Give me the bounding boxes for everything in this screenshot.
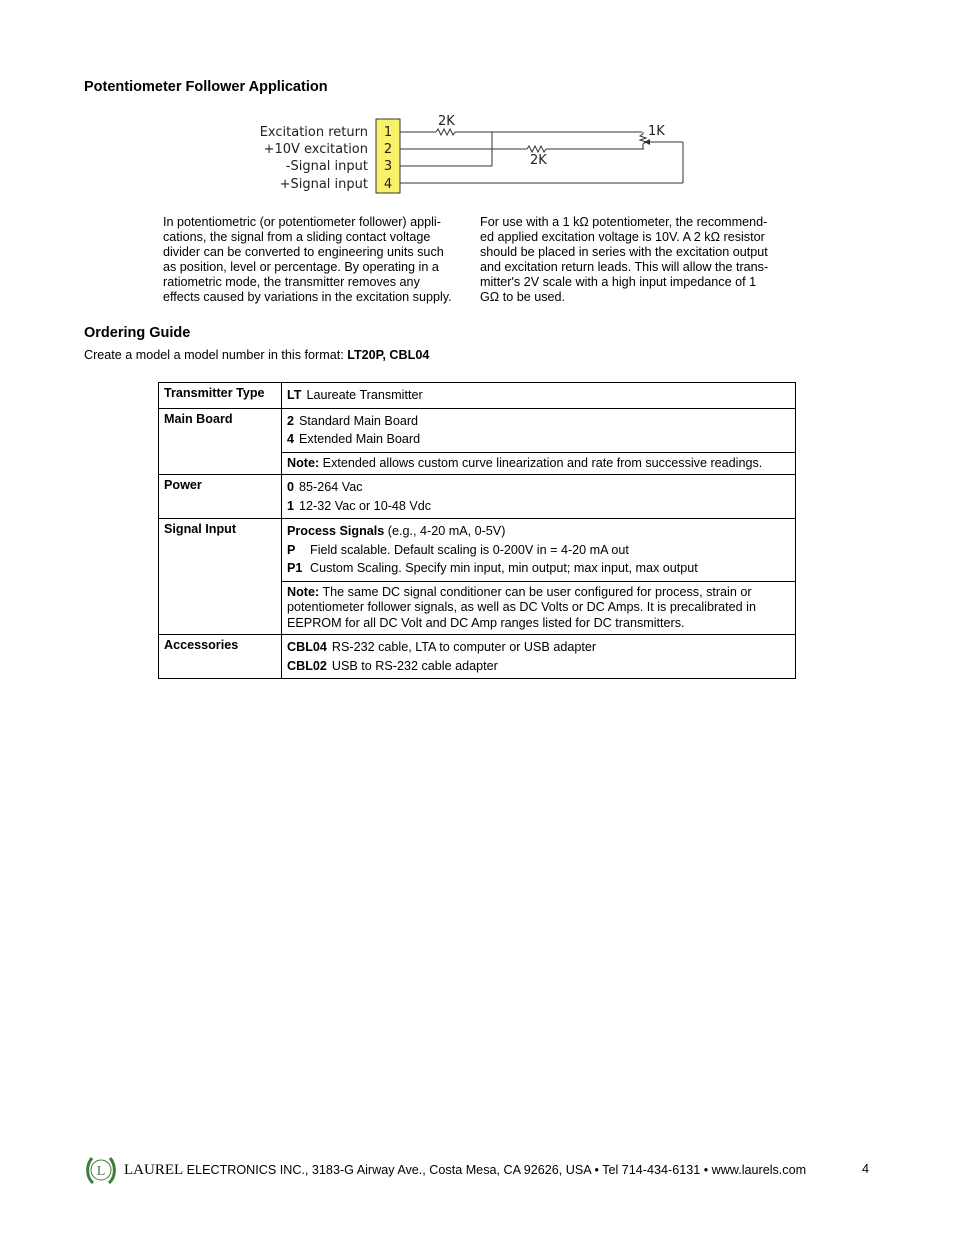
option-desc: USB to RS-232 cable adapter <box>331 658 498 673</box>
terminal-num-3: 3 <box>383 159 393 174</box>
option-heading-bold: Process Signals <box>287 524 385 538</box>
row-content <box>282 635 796 679</box>
terminal-num-2: 2 <box>383 142 393 157</box>
option-desc: 85-264 Vac <box>299 480 363 494</box>
resistor-top-label: 2K <box>438 114 455 129</box>
row-label: Main Board <box>159 408 282 475</box>
row-content <box>282 408 796 452</box>
note-text: Extended allows custom curve linearization and rate from successive readings. <box>319 455 763 470</box>
logo-letter: L <box>96 1164 106 1179</box>
note-label: Note: <box>287 455 320 470</box>
terminal-num-1: 1 <box>383 125 393 140</box>
row-label: Transmitter Type <box>159 383 282 409</box>
page-footer <box>84 1153 874 1191</box>
option-code: LT <box>287 388 302 402</box>
option-desc: Custom Scaling. Specify min input, min output; max input, max output <box>310 561 698 575</box>
option-code: CBL02 <box>287 658 327 673</box>
row-label: Power <box>159 475 282 519</box>
note-text: The same DC signal conditioner can be user configured for process, strain or potentiometer follower signals, as well as DC Volts or DC Amps. It is precalibrated in EEPROM for all DC Volt and DC Amp ranges listed for DC transmitters. <box>287 584 756 630</box>
option-desc: Laureate Transmitter <box>306 388 423 402</box>
wiper-arrow-icon <box>644 139 650 145</box>
ordering-table <box>158 382 796 679</box>
option-desc: RS-232 cable, LTA to computer or USB adapter <box>331 640 597 654</box>
option-desc: Standard Main Board <box>299 413 419 428</box>
option-desc: 12-32 Vac or 10-48 Vdc <box>299 498 432 513</box>
table-row-main-board <box>159 408 796 452</box>
section-title-ordering-guide: Ordering Guide <box>84 325 191 341</box>
terminal-num-4: 4 <box>383 177 393 192</box>
option-desc: Field scalable. Default scaling is 0-200V in = 4-20 mA out <box>310 542 629 557</box>
footer-address: ELECTRONICS INC., 3183-G Airway Ave., Costa Mesa, CA 92626, USA • Tel 714-434-6131 • www.laurels.com <box>183 1163 807 1177</box>
terminal-label-3: -Signal input <box>285 159 368 174</box>
option-line <box>287 541 790 560</box>
section-title-potentiometer: Potentiometer Follower Application <box>84 79 328 95</box>
option-line <box>287 497 790 516</box>
table-row-transmitter <box>159 383 796 409</box>
footer-text <box>124 1162 806 1179</box>
row-label: Signal Input <box>159 519 282 635</box>
row-content <box>282 383 796 409</box>
note-label: Note: <box>287 584 320 599</box>
option-code: CBL04 <box>287 640 327 654</box>
terminal-label-4: +Signal input <box>279 177 368 192</box>
option-line <box>287 478 790 497</box>
note-cell <box>282 452 796 475</box>
option-code: 2 <box>287 413 295 428</box>
option-desc: Extended Main Board <box>299 432 421 446</box>
table-row-accessories <box>159 635 796 679</box>
paragraph-left: In potentiometric (or potentiometer follower) appli- cations, the signal from a sliding contact voltage divider can be converted to engineering units such as position, level or percentage. By operating in a ratiometric mode, the transmitter removes any effects caused by variations in the excitation supply. <box>163 215 452 304</box>
option-line <box>287 412 790 431</box>
option-line <box>287 559 790 578</box>
option-line <box>287 657 790 676</box>
row-content <box>282 519 796 582</box>
paragraph-right: For use with a 1 kΩ potentiometer, the recommend- ed applied excitation voltage is 10V. A 2 kΩ resistor should be placed in series with the excitation output and excitation return leads. This will allow the trans- mitter's 2V scale with a high input impedance of 1 GΩ to be used. <box>480 215 769 304</box>
laurel-logo-icon <box>84 1153 118 1189</box>
table-row-power <box>159 475 796 519</box>
ordering-intro <box>84 348 429 362</box>
option-code: P1 <box>287 561 303 575</box>
potentiometer-label: 1K <box>648 124 665 139</box>
option-line <box>287 430 790 449</box>
terminal-label-1: Excitation return <box>260 125 368 140</box>
option-code: P <box>287 542 296 557</box>
footer-brand: LAUREL <box>124 1162 184 1178</box>
row-content <box>282 475 796 519</box>
option-code: 4 <box>287 432 295 446</box>
potentiometer-wiring-diagram <box>260 112 690 194</box>
terminal-label-2: +10V excitation <box>263 142 368 157</box>
note-cell <box>282 581 796 635</box>
option-code: 1 <box>287 498 295 513</box>
option-heading <box>287 522 790 541</box>
ordering-intro-text: Create a model a model number in this format: <box>84 348 348 362</box>
ordering-intro-example: LT20P, CBL04 <box>347 348 430 362</box>
option-line <box>287 638 790 657</box>
option-heading-suffix: (e.g., 4-20 mA, 0-5V) <box>384 524 506 538</box>
row-label: Accessories <box>159 635 282 679</box>
option-code: 0 <box>287 480 295 494</box>
page-number: 4 <box>862 1162 870 1176</box>
resistor-mid-label: 2K <box>530 153 547 168</box>
table-row-signal-input <box>159 519 796 582</box>
